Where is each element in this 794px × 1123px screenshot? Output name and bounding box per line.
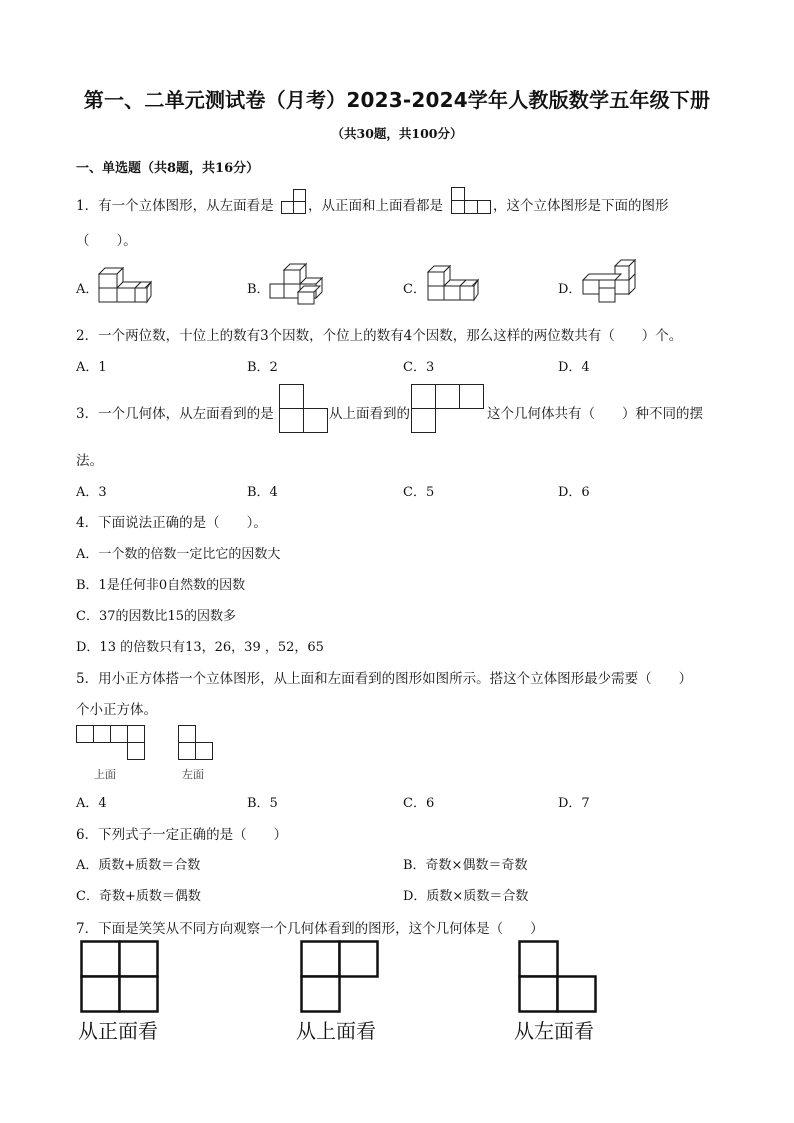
q1-option-c: C． [403, 282, 426, 297]
q7-label-front: 从正面看 [78, 1019, 158, 1043]
q6-option-c: C．奇数+质数＝偶数 [76, 889, 201, 904]
q5-text-2: 个小正方体。 [76, 702, 157, 718]
q7-text: 7．下面是笑笑从不同方向观察一个几何体看到的图形，这个几何体是（ ） [76, 921, 544, 937]
q4-text: 4．下面说法正确的是（ ）。 [76, 515, 267, 531]
q1-option-d-cube-figure [581, 258, 637, 304]
q1-left-view-figure [281, 189, 307, 215]
q6-option-a: A．质数+质数＝合数 [76, 858, 201, 873]
q3-text-1: 3．一个几何体，从左面看到的是 [76, 406, 274, 422]
q1-option-d: D． [558, 282, 582, 297]
q5-top-view-figure [76, 725, 146, 761]
page-title: 第一、二单元测试卷（月考）2023-2024学年人教版数学五年级下册 [83, 88, 711, 112]
q1-front-top-view-figure [451, 187, 491, 215]
q2-option-a: A．1 [76, 360, 107, 375]
q6-option-d: D．质数×质数＝合数 [403, 889, 529, 904]
q1-text-2: ，从正面和上面看都是 [308, 198, 443, 214]
q4-option-d: D．13 的倍数只有13，26，39 ，52，65 [76, 640, 324, 655]
q6-text: 6．下列式子一定正确的是（ ） [76, 827, 288, 843]
q1-text-4: （ ）。 [76, 233, 137, 249]
q2-option-b: B．2 [247, 360, 278, 375]
q1-option-a: A． [76, 282, 99, 297]
q3-left-view-figure [279, 384, 331, 436]
q4-option-b: B．1是任何非0自然数的因数 [76, 578, 246, 593]
q1-text-3: ，这个立体图形是下面的图形 [493, 198, 669, 214]
q3-option-d: D．6 [558, 485, 590, 500]
q3-top-view-figure [411, 384, 487, 436]
q5-label-top: 上面 [94, 768, 116, 781]
q3-text-3: 这个几何体共有（ ）种不同的摆 [487, 406, 703, 422]
q3-option-a: A．3 [76, 485, 107, 500]
q7-label-left: 从左面看 [514, 1019, 594, 1043]
q7-left-view-figure [518, 940, 598, 1014]
q7-front-view-figure [80, 940, 160, 1014]
q4-option-c: C．37的因数比15的因数多 [76, 609, 237, 624]
q5-text-1: 5．用小正方体搭一个立体图形，从上面和左面看到的图形如图所示。搭这个立体图形最少需要（ ） [76, 671, 693, 687]
q1-option-b: B． [247, 282, 270, 297]
q2-text: 2．一个两位数，十位上的数有3个因数，个位上的数有4个因数，那么这样的两位数共有（ ）个。 [76, 328, 683, 344]
q5-left-view-figure [178, 725, 214, 761]
page-subtitle: （共30题，共100分） [331, 126, 463, 141]
q1-option-b-cube-figure [270, 262, 324, 304]
q5-option-b: B．5 [247, 796, 278, 811]
q3-option-b: B．4 [247, 485, 278, 500]
q1-option-a-cube-figure [99, 262, 153, 304]
q3-text-2: 从上面看到的 [329, 406, 410, 422]
q2-option-d: D．4 [558, 360, 590, 375]
q2-option-c: C．3 [403, 360, 435, 375]
q1-option-c-cube-figure [426, 262, 480, 304]
q1-text-1: 1．有一个立体图形，从左面看是 [76, 198, 274, 214]
section-heading: 一、单选题（共8题，共16分） [76, 161, 260, 176]
q3-option-c: C．5 [403, 485, 435, 500]
q7-top-view-figure [300, 940, 380, 1014]
q5-option-a: A．4 [76, 796, 107, 811]
q3-text-4: 法。 [76, 453, 103, 469]
q6-option-b: B．奇数×偶数＝奇数 [403, 858, 528, 873]
q4-option-a: A．一个数的倍数一定比它的因数大 [76, 547, 281, 562]
q5-label-left: 左面 [182, 768, 204, 781]
q5-option-c: C．6 [403, 796, 435, 811]
q7-label-top: 从上面看 [296, 1019, 376, 1043]
q5-option-d: D．7 [558, 796, 590, 811]
